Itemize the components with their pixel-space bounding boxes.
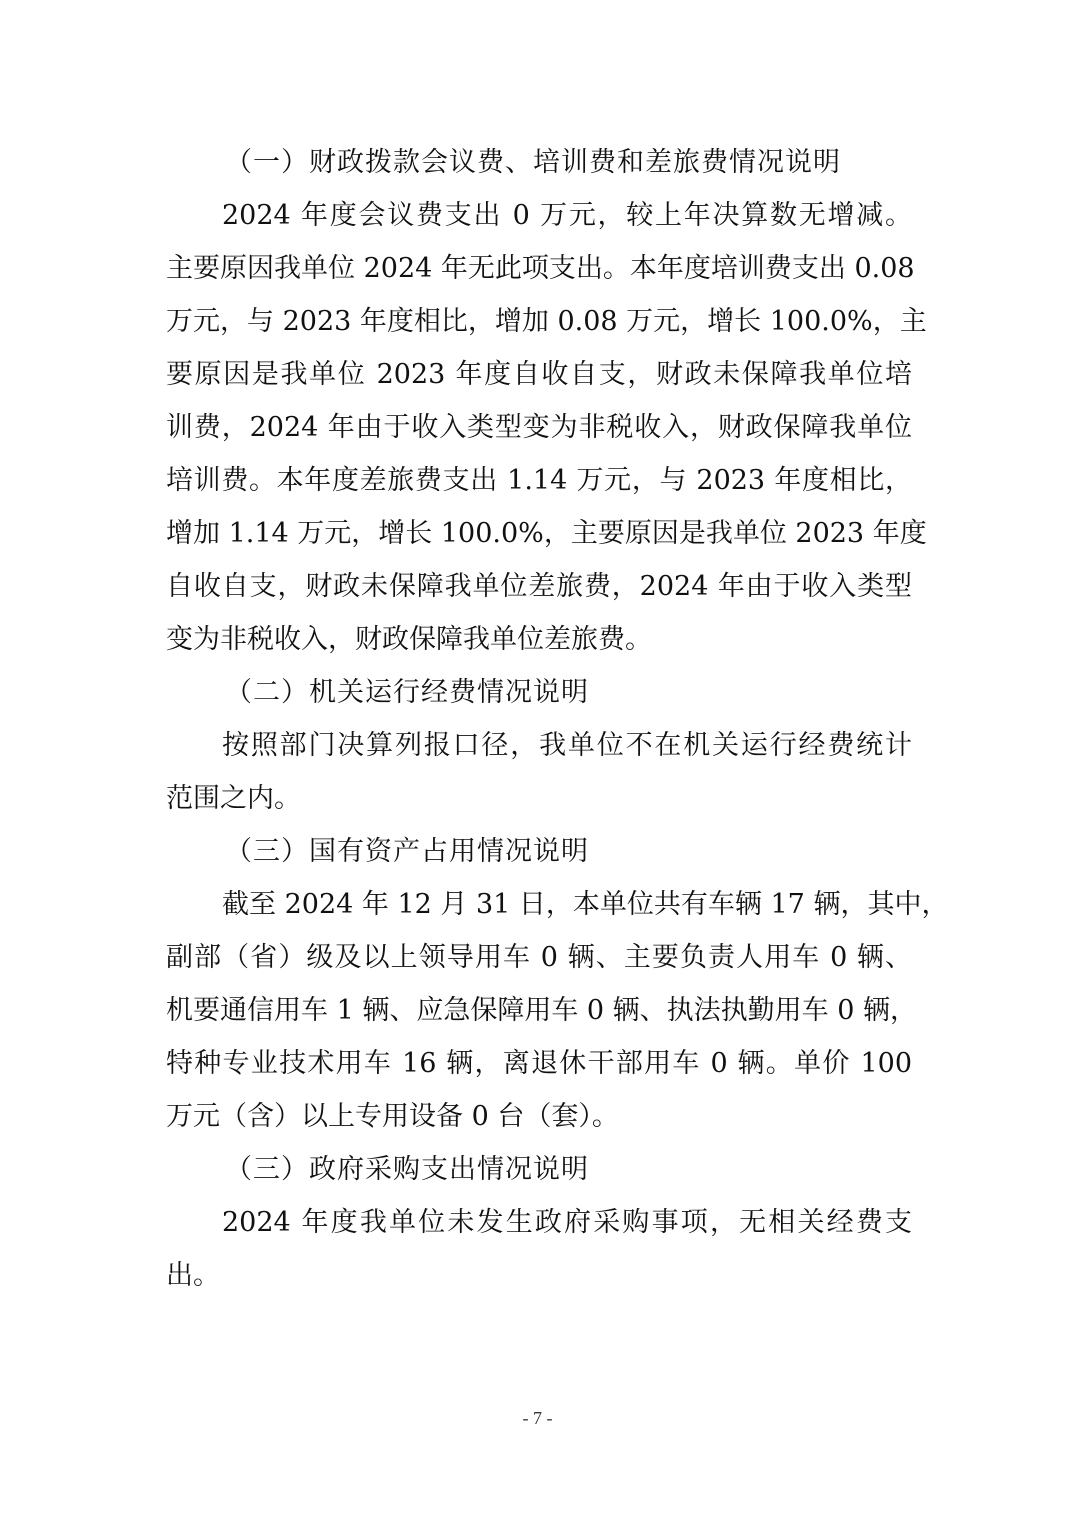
paragraph-line: 范围之内。 [166, 783, 301, 814]
paragraph-line: 自收自支，财政未保障我单位差旅费，2024 年由于收入类型 [166, 571, 912, 602]
paragraph-line: 截至 2024 年 12 月 31 日，本单位共有车辆 17 辆，其中， [222, 889, 949, 920]
section-heading-state-assets: （三）国有资产占用情况说明 [225, 836, 589, 867]
section-heading-meeting-training-travel: （一）财政拨款会议费、培训费和差旅费情况说明 [225, 147, 841, 178]
paragraph-line: 万元（含）以上专用设备 0 台（套）。 [166, 1101, 619, 1132]
paragraph-line: 2024 年度我单位未发生政府采购事项，无相关经费支 [222, 1207, 912, 1238]
paragraph-line: 训费，2024 年由于收入类型变为非税收入，财政保障我单位 [166, 412, 912, 443]
page-number: - 7 - [522, 1408, 553, 1428]
paragraph-line: 增加 1.14 万元，增长 100.0%，主要原因是我单位 2023 年度 [166, 518, 927, 549]
paragraph-line: 培训费。本年度差旅费支出 1.14 万元，与 2023 年度相比， [166, 465, 912, 496]
section-heading-operating-expenses: （二）机关运行经费情况说明 [225, 677, 589, 708]
paragraph-line: 机要通信用车 1 辆、应急保障用车 0 辆、执法执勤用车 0 辆， [166, 995, 918, 1026]
paragraph-line: 主要原因我单位 2024 年无此项支出。本年度培训费支出 0.08 [166, 253, 915, 284]
paragraph-line: 按照部门决算列报口径，我单位不在机关运行经费统计 [222, 730, 912, 761]
paragraph-line: 要原因是我单位 2023 年度自收自支，财政未保障我单位培 [166, 359, 912, 390]
paragraph-line: 出。 [166, 1260, 220, 1291]
paragraph-line: 变为非税收入，财政保障我单位差旅费。 [166, 624, 652, 655]
paragraph-line: 副部（省）级及以上领导用车 0 辆、主要负责人用车 0 辆、 [166, 942, 912, 973]
paragraph-line: 特种专业技术用车 16 辆，离退休干部用车 0 辆。单价 100 [166, 1048, 912, 1079]
paragraph-line: 万元，与 2023 年度相比，增加 0.08 万元，增长 100.0%，主 [166, 306, 927, 337]
section-heading-government-procurement: （三）政府采购支出情况说明 [225, 1154, 589, 1185]
paragraph-line: 2024 年度会议费支出 0 万元，较上年决算数无增减。 [222, 200, 912, 231]
